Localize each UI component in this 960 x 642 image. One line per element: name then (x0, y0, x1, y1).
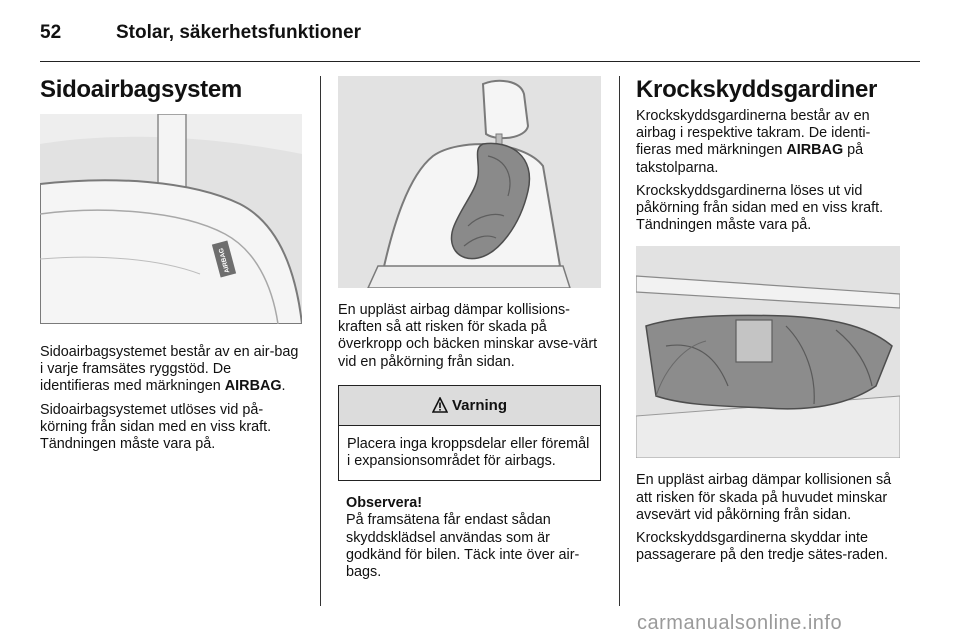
warning-triangle-icon (432, 397, 448, 413)
page-header (40, 18, 920, 62)
side-airbag-caption: En uppläst airbag dämpar kollisions-kraften så att risken för skada på överkropp och bäcken minskar avse-värt vid en påkörning från sidan. (338, 302, 598, 370)
side-airbag-deploy-text: Sidoairbagsystemet utlöses vid på-körning från sidan med en viss kraft. Tändningen måste vara på. (40, 401, 272, 453)
inflated-seat-airbag-illustration (338, 76, 601, 288)
curtain-airbag-marking-bold: AIRBAG (786, 142, 844, 159)
note-block (338, 495, 601, 581)
figure-curtain-airbag (636, 246, 900, 458)
warning-box (338, 385, 601, 481)
curtain-airbag-description-text: Krockskyddsgardinerna består av en airbag i respektive takram. De identi-fieras med märkningen (636, 108, 871, 159)
section-heading-side-airbag: Sidoairbagsystem (40, 76, 242, 103)
airbag-marking-bold: AIRBAG (224, 378, 282, 395)
curtain-airbag-description (636, 108, 900, 177)
note-text: På framsätena får endast sådan skyddsklädsel användas som är godkänd för bilen. Täck inte över air-bags. (346, 512, 580, 581)
column-divider-right (619, 76, 620, 606)
side-airbag-description-text: Sidoairbagsystemet består av en air-bag i varje framsätes ryggstöd. De identifieras med märkningen (40, 344, 299, 395)
column-divider-left (320, 76, 321, 606)
note-title: Observera! (346, 495, 422, 512)
curtain-airbag-caption: En uppläst airbag dämpar kollisionen så att risken för skada på huvudet minskar avsevärt vid påkörning från sidan. (636, 472, 892, 523)
warning-title: Varning (451, 396, 507, 414)
side-airbag-description-end: . (281, 378, 286, 395)
figure-inflated-seat-airbag (338, 76, 601, 288)
column-side-airbag-figure (338, 76, 601, 581)
chapter-title: Stolar, säkerhetsfunktioner (116, 22, 361, 43)
curtain-airbag-deploy-text: Krockskyddsgardinerna löses ut vid påkörning från sidan med en viss kraft. Tändningen måste vara på. (636, 182, 884, 234)
third-row-note: Krockskyddsgardinerna skyddar inte passagerare på den tredje sätes-raden. (636, 530, 888, 564)
seat-backrest-illustration (40, 114, 302, 324)
warning-header (339, 386, 600, 426)
airbag-tag-text: AIRBAG (217, 247, 232, 274)
side-airbag-description (40, 344, 302, 396)
column-curtain-airbag (636, 76, 900, 564)
curtain-airbag-illustration (636, 246, 900, 458)
watermark-text: carmanualsonline.info (637, 612, 843, 634)
warning-text: Placera inga kroppsdelar eller föremål i expansionsområdet för airbags. (347, 435, 590, 470)
curtain-airbag-description-end: på takstolparna. (636, 142, 864, 176)
page-number: 52 (40, 22, 62, 43)
section-heading-curtain-airbag: Krockskyddsgardiner (636, 76, 878, 103)
figure-seat-airbag-label (40, 114, 302, 324)
column-side-airbag (40, 76, 302, 453)
